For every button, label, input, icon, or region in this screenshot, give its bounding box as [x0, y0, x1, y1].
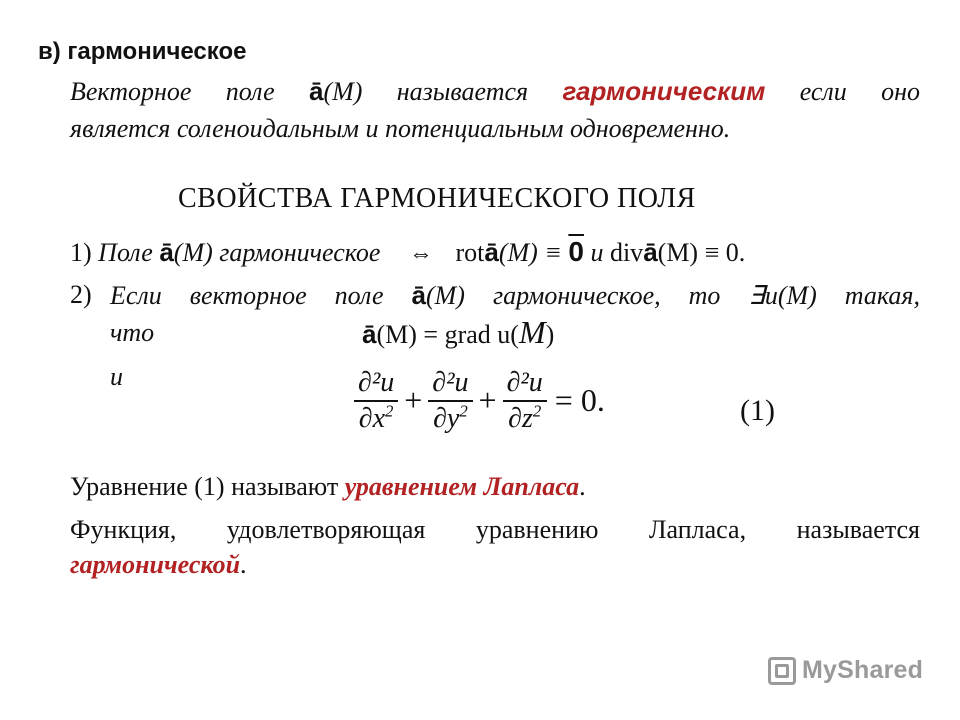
fraction-denominator: $\partial y^2$: [433, 401, 468, 434]
fraction-numerator: ∂²u: [506, 367, 543, 398]
property-1-number: 1): [70, 238, 99, 267]
equivalence-arrow-icon: ⇔: [408, 241, 433, 267]
conclusion-line-1: [70, 472, 586, 502]
conclusion-line-3: [70, 550, 247, 580]
div-arg: (M) ≡ 0.: [657, 238, 746, 267]
property-2-text-2: гармоническое, то ∃u(M) такая,: [492, 281, 920, 310]
term-laplace-equation: уравнением Лапласа: [344, 472, 580, 501]
property-1-text-2: гармоническое: [219, 238, 381, 267]
fraction-x: [354, 366, 398, 436]
fraction-numerator: ∂²u: [358, 367, 395, 398]
term-harmonic: гармоническим: [562, 76, 766, 106]
zero-vector: 0: [568, 236, 584, 267]
fraction-denominator: $\partial x^2$: [358, 401, 394, 434]
rot-operator: rot: [455, 238, 485, 267]
property-2-arg: (M): [425, 281, 493, 310]
plus-sign: +: [478, 382, 497, 419]
section-label: в) гармоническое: [38, 38, 247, 65]
presentation-icon: [768, 657, 796, 685]
fraction-y: [428, 366, 472, 436]
conclusion-dot: .: [240, 550, 247, 579]
definition-arg: (M): [323, 77, 397, 106]
conclusion-dot: .: [579, 472, 586, 501]
definition-text-2: называется: [396, 77, 563, 106]
watermark: [768, 656, 923, 685]
property-2-chto: что: [110, 318, 155, 347]
rot-arg: (M) ≡: [498, 238, 569, 267]
property-2-and: и: [110, 362, 123, 391]
property-1: [70, 236, 745, 268]
vector-a: ā: [308, 76, 324, 106]
property-1-text-1: Поле: [98, 238, 160, 267]
and-word: и: [583, 238, 610, 267]
definition-text-3: если оно: [765, 77, 920, 106]
gradient-M: M: [518, 314, 546, 350]
property-2-text-1: Если векторное поле: [110, 281, 412, 310]
conclusion-line-2: Функция, удовлетворяющая уравнению Лапласа, называется: [70, 515, 920, 544]
vector-a: ā: [362, 319, 377, 349]
gradient-close: ): [545, 320, 555, 349]
gradient-equation: [362, 314, 554, 351]
gradient-text: (M) = grad u(: [376, 320, 519, 349]
laplace-equation: [352, 366, 609, 436]
fraction-denominator: $\partial z^2$: [508, 401, 542, 434]
property-2-number: 2): [70, 280, 92, 309]
watermark-text: MyShared: [802, 656, 924, 684]
vector-a: ā: [484, 237, 499, 267]
vector-a: ā: [411, 280, 426, 310]
property-2-line-1: [110, 280, 920, 311]
property-1-arg: (M): [173, 238, 220, 267]
conclusion-text-1: Уравнение (1) называют: [70, 472, 345, 501]
term-harmonic-function: гармонической: [70, 550, 241, 579]
div-operator: div: [609, 238, 644, 267]
definition-line-1: [70, 76, 920, 107]
fraction-numerator: ∂²u: [432, 367, 469, 398]
properties-heading: СВОЙСТВА ГАРМОНИЧЕСКОГО ПОЛЯ: [178, 183, 696, 214]
equation-number: (1): [740, 394, 775, 427]
vector-a: ā: [159, 237, 174, 267]
definition-line-2: является соленоидальным и потенциальным одновременно.: [70, 114, 731, 143]
vector-a: ā: [643, 237, 658, 267]
fraction-z: [503, 366, 547, 436]
definition-text-1: Векторное поле: [70, 77, 309, 106]
plus-sign: +: [404, 382, 423, 419]
equals-zero: = 0.: [554, 382, 605, 419]
